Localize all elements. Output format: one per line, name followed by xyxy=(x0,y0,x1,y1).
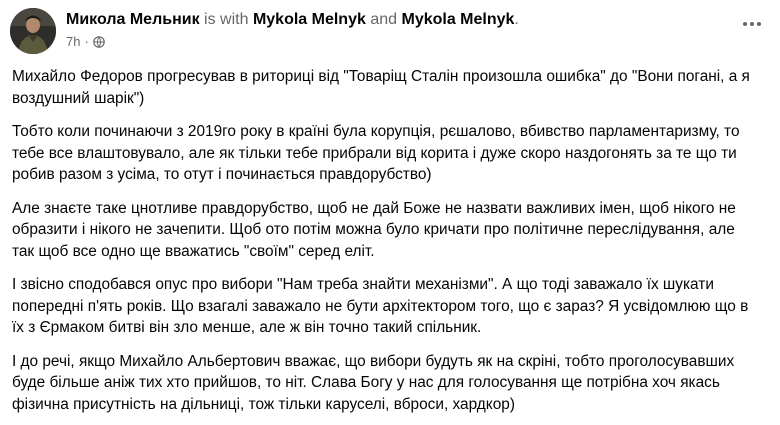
post-meta xyxy=(66,34,519,50)
post-paragraph: Але знаєте таке цнотливе правдорубство, щоб не дай Боже не назвати важливих імен, щоб нікого не образити і нікого не зачепити. Щоб ото потім можна було кричати про політичне переслідування, але так щоб все одно ще вважатись "своїм" серед еліт. xyxy=(12,199,736,260)
more-dots-icon xyxy=(750,22,754,26)
and-text: and xyxy=(370,11,398,28)
avatar[interactable] xyxy=(10,8,56,54)
post-timestamp[interactable]: 7h xyxy=(66,34,81,49)
meta-separator: · xyxy=(84,34,89,49)
post-title-line xyxy=(66,10,519,30)
post-paragraph: І звісно сподобався опус про вибори "Нам треба знайти механізми". А що тоді заважало їх шукати попередні п'ять років. Що взагалі заважало не бути архітектором того, що є зараз? Я усвідомлюю що в їх з Єрмаком битві він зло менше, але ж він точно такий спільник. xyxy=(12,276,749,336)
more-options-button[interactable] xyxy=(738,14,766,34)
avatar-photo xyxy=(10,8,56,54)
author-name[interactable]: Микола Мельник xyxy=(66,11,200,28)
post-paragraph: Тобто коли починаючи з 2019го року в країні була корупція, рєшалово, вбивство парламентаризму, то тебе все влаштовувало, але як тільки тебе прибрали від корита і дуже скоро наздогонять за те що ти робив разом з усіма, то отут і починається правдорубство) xyxy=(12,123,740,183)
globe-icon[interactable] xyxy=(93,36,105,48)
post-header xyxy=(10,8,519,54)
header-text xyxy=(66,10,519,50)
post-body xyxy=(12,66,760,425)
post-paragraph: І до речі, якщо Михайло Альбертович вважає, що вибори будуть як на скріні, тобто проголосувавших буде більше аніж тих хто прийшов, то ніт. Слава Богу у нас для голосування ще потрібна хоч якась фізична присутність на дільниці, тож тільки каруселі, вброси, хардкор) xyxy=(12,352,735,413)
tagged-user-2[interactable]: Mykola Melnyk xyxy=(401,11,515,28)
more-dots-icon xyxy=(743,22,747,26)
with-text: is with xyxy=(204,11,249,28)
tagged-user-1[interactable]: Mykola Melnyk xyxy=(252,11,366,28)
post-paragraph: Михайло Федоров прогресував в риториці від "Товаріщ Сталін произошла ошибка" до "Вони погані, а я воздушний шарік") xyxy=(12,68,750,107)
title-period: . xyxy=(514,11,519,28)
more-dots-icon xyxy=(757,22,761,26)
